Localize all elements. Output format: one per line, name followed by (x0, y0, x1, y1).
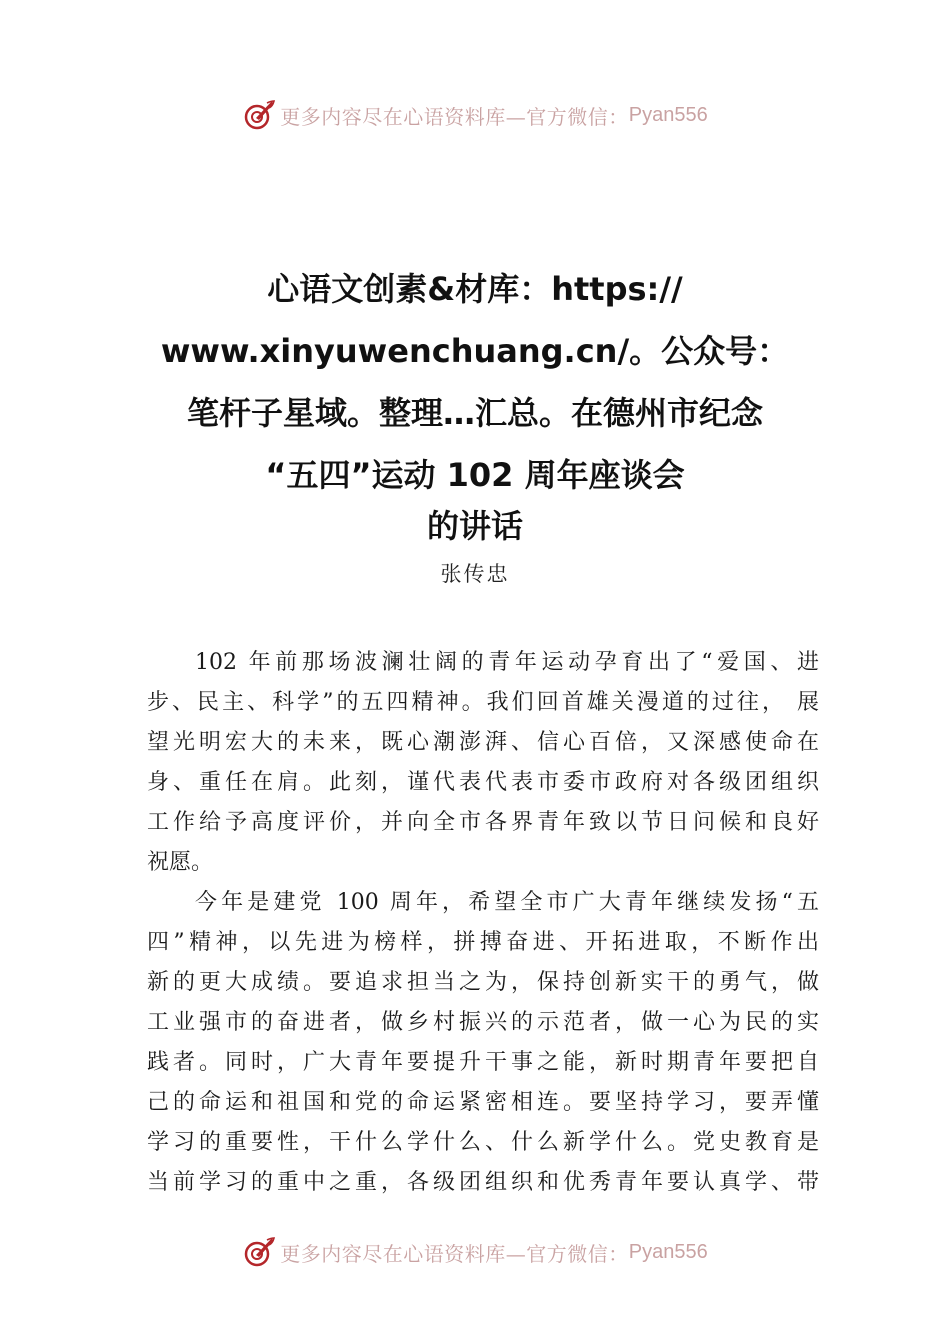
paragraph-line: 祝愿。 (147, 850, 214, 875)
footer-banner (0, 1232, 950, 1272)
paragraph-line: 工作给予高度评价，并向全市各界青年致以节日问候和良好 (147, 810, 819, 835)
paragraph-line: 新的更大成绩。要追求担当之为，保持创新实干的勇气，做 (147, 970, 819, 995)
title-line: 心语文创素&材库：https:// (267, 270, 683, 308)
document-body (147, 643, 819, 1203)
title-line: 笔杆子星域。整理…汇总。在德州市纪念 (186, 394, 763, 432)
author-name: 张传忠 (440, 562, 510, 586)
document-title (120, 258, 830, 546)
banner-wechat-id: Pyan556 (628, 103, 708, 126)
header-banner (0, 95, 950, 135)
quill-logo-icon (242, 98, 276, 132)
quill-logo-icon (242, 1235, 276, 1269)
title-line: 的讲话 (426, 507, 523, 545)
paragraph-line: 102 年前那场波澜壮阔的青年运动孕育出了“爱国、进 (195, 650, 819, 675)
paragraph-line: 今年是建党 100 周年，希望全市广大青年继续发扬“五 (195, 890, 819, 915)
paragraph-line: 四”精神，以先进为榜样，拼搏奋进、开拓进取，不断作出 (147, 930, 819, 955)
banner-text: 更多内容尽在心语资料库—官方微信： (280, 104, 629, 129)
paragraph-line: 望光明宏大的未来，既心潮澎湃、信心百倍，又深感使命在 (147, 730, 819, 755)
paragraph-line: 践者。同时，广大青年要提升干事之能，新时期青年要把自 (147, 1050, 819, 1075)
title-line: www.xinyuwenchuang.cn/。公众号： (160, 332, 790, 370)
paragraph-line: 学习的重要性，干什么学什么、什么新学什么。党史教育是 (147, 1130, 819, 1155)
banner-wechat-id: Pyan556 (628, 1240, 708, 1263)
title-line: “五四”运动 102 周年座谈会 (265, 456, 685, 494)
paragraph-line: 身、重任在肩。此刻，谨代表代表市委市政府对各级团组织 (147, 770, 819, 795)
paragraph-line: 步、民主、科学”的五四精神。我们回首雄关漫道的过往， 展 (147, 690, 819, 715)
banner-text: 更多内容尽在心语资料库—官方微信： (280, 1241, 629, 1266)
paragraph-line: 当前学习的重中之重，各级团组织和优秀青年要认真学、带 (147, 1170, 819, 1195)
paragraph-line: 工业强市的奋进者，做乡村振兴的示范者，做一心为民的实 (147, 1010, 819, 1035)
paragraph-line: 己的命运和祖国和党的命运紧密相连。要坚持学习，要弄懂 (147, 1090, 819, 1115)
